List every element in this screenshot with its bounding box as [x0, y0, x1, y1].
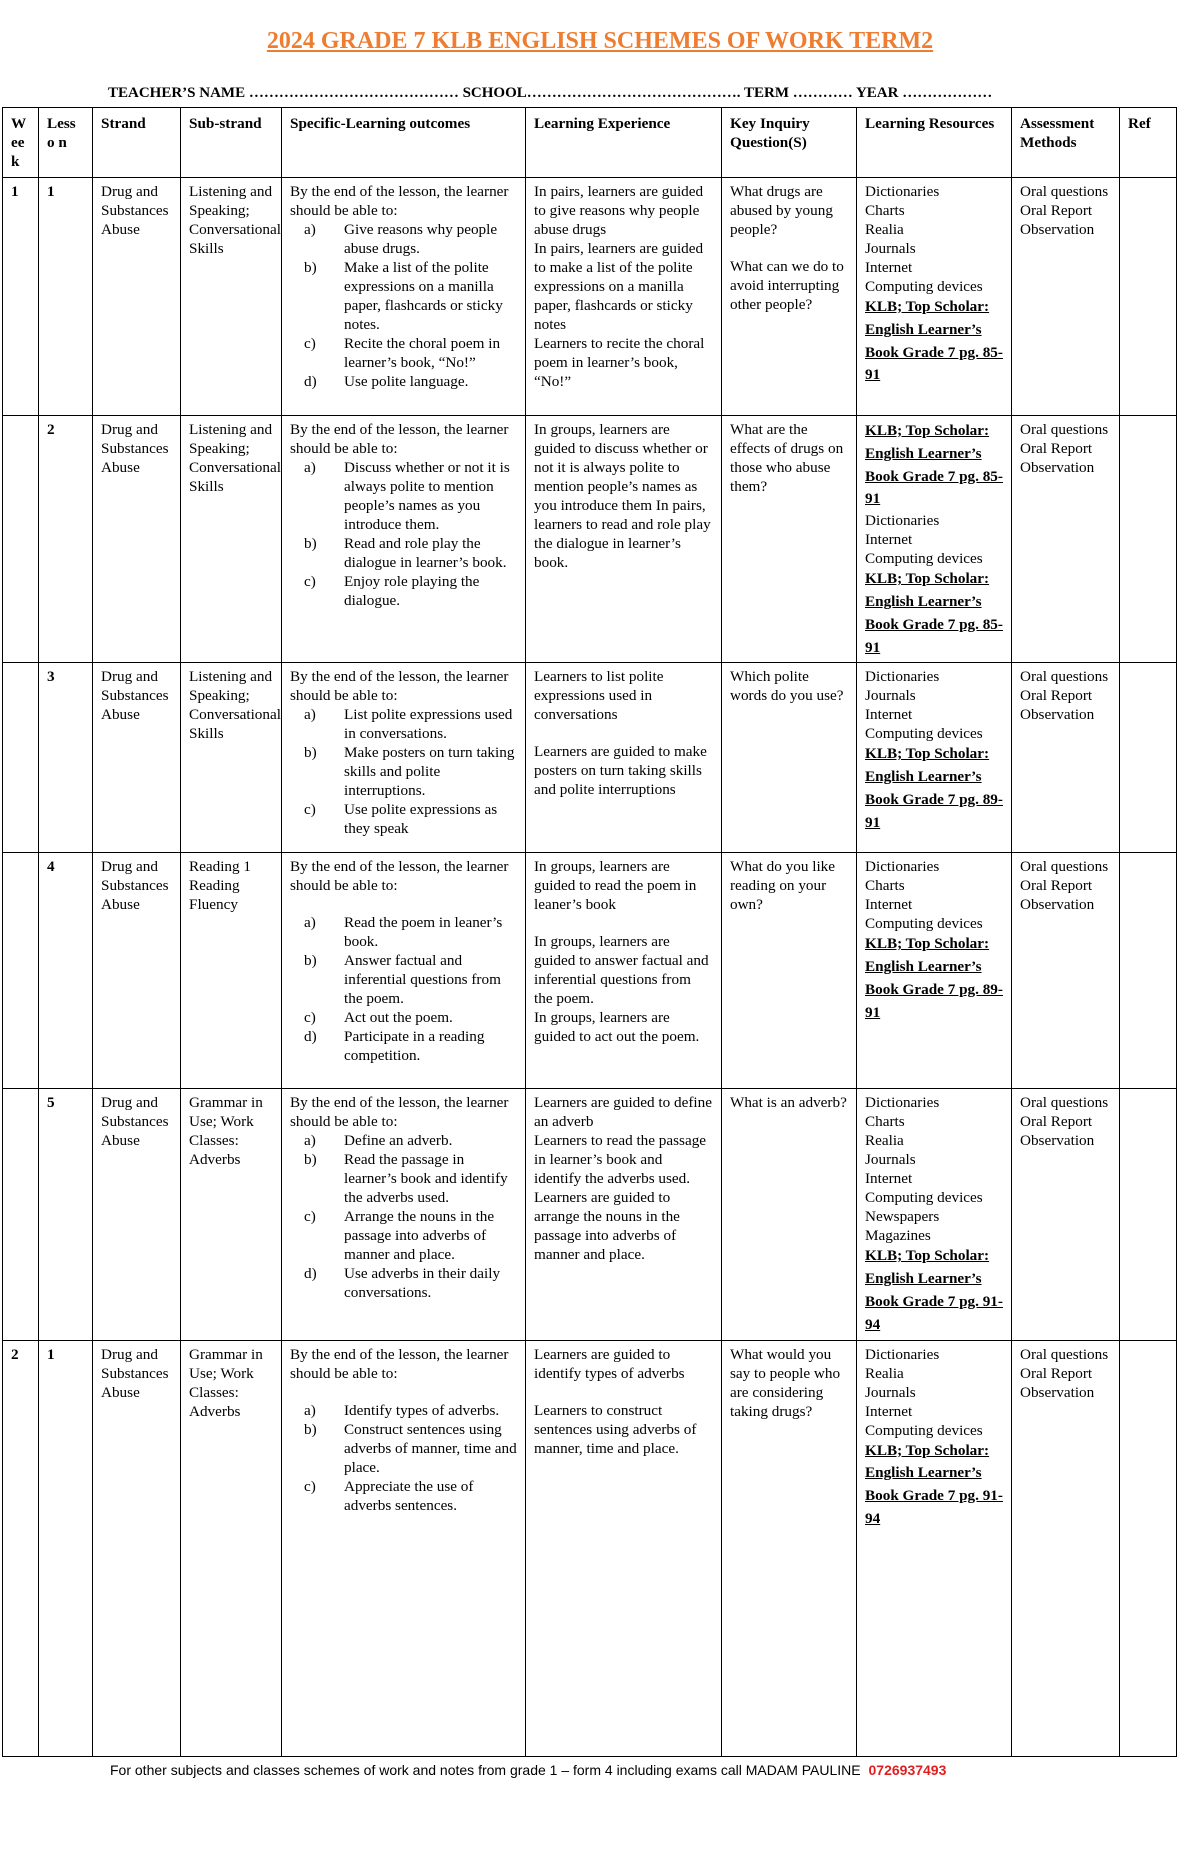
outcome-text: Make a list of the polite expressions on a manilla paper, flashcards or sticky notes.: [344, 259, 503, 333]
lesson-cell: 1: [39, 1340, 93, 1756]
outcome-item: [304, 705, 517, 743]
resource-item: Computing devices: [865, 725, 983, 743]
outcome-item: [304, 572, 517, 610]
assessment-item: Oral questions: [1020, 668, 1109, 686]
assessment-item: Oral questions: [1020, 1345, 1109, 1363]
outcomes-cell: [282, 663, 526, 853]
outcome-letter: a): [304, 459, 316, 476]
assessment-item: Oral Report: [1020, 440, 1093, 457]
resources-cell: [857, 178, 1012, 416]
experience-text: In groups, learners are guided to answer factual and inferential questions from the poem.: [534, 933, 709, 1008]
outcome-item: [304, 458, 517, 534]
ref-cell: [1120, 1089, 1177, 1340]
outcome-letter: a): [304, 1132, 316, 1150]
outcomes-cell: [282, 1089, 526, 1340]
outcome-item: [304, 800, 517, 838]
strand-cell: Drug and Substances Abuse: [93, 1340, 181, 1756]
experience-text: Learners are guided to make posters on turn taking skills and polite interruptions: [534, 743, 707, 799]
header-substrand: Sub-strand: [181, 108, 282, 178]
outcome-item: [304, 1131, 517, 1150]
outcome-item: [304, 1420, 517, 1477]
resource-item: Internet: [865, 896, 913, 914]
outcome-letter: a): [304, 221, 316, 238]
resource-item: Charts: [865, 877, 905, 895]
outcome-item: [304, 913, 517, 951]
resource-item: Dictionaries: [865, 1345, 940, 1363]
book-reference: KLB; Top Scholar: English Learner’s Book Grade 7 pg. 85-91: [865, 570, 1003, 656]
experience-text: In groups, learners are guided to discuss whether or not it is always polite to mention people’s names as you introduce them In pairs, learners to read and role play the dialogue in learner’s book.: [534, 421, 711, 571]
assessment-cell: [1012, 853, 1120, 1089]
book-reference: KLB; Top Scholar: English Learner’s Book Grade 7 pg. 85-91: [865, 298, 1003, 384]
experience-cell: [526, 1340, 722, 1756]
header-ref: Ref: [1120, 108, 1177, 178]
resources-cell: [857, 1340, 1012, 1756]
outcome-text: Use polite language.: [344, 373, 469, 390]
resource-item: Realia: [865, 221, 904, 238]
outcome-item: [304, 743, 517, 800]
book-reference: KLB; Top Scholar: English Learner’s Book Grade 7 pg. 85-91: [865, 422, 1003, 508]
outcome-item: [304, 372, 517, 391]
assessment-cell: [1012, 1089, 1120, 1340]
resource-item: Newspapers: [865, 1208, 940, 1226]
strand-cell: Drug and Substances Abuse: [93, 853, 181, 1089]
experience-text: Learners are guided to arrange the nouns in the passage into adverbs of manner and place.: [534, 1189, 680, 1264]
outcome-letter: a): [304, 914, 316, 932]
resource-item: Charts: [865, 202, 905, 219]
outcome-text: Arrange the nouns in the passage into adverbs of manner and place.: [344, 1208, 495, 1264]
resources-cell: [857, 416, 1012, 663]
book-reference: KLB; Top Scholar: English Learner’s Book Grade 7 pg. 91-94: [865, 1247, 1003, 1333]
resource-item: Charts: [865, 1113, 905, 1131]
resource-item: Internet: [865, 706, 913, 724]
ref-cell: [1120, 416, 1177, 663]
outcome-item: [304, 1401, 517, 1420]
substrand-cell: Listening and Speaking; Conversational Skills: [181, 178, 282, 416]
week-cell: [3, 663, 39, 853]
outcomes-intro: By the end of the lesson, the learner should be able to:: [290, 1345, 509, 1382]
kiq-cell: [722, 416, 857, 663]
outcome-letter: b): [304, 1151, 317, 1169]
assessment-item: Observation: [1020, 1383, 1095, 1401]
ref-cell: [1120, 178, 1177, 416]
assessment-cell: [1012, 178, 1120, 416]
week-cell: [3, 853, 39, 1089]
outcome-letter: b): [304, 744, 317, 762]
experience-text: Learners to read the passage in learner’s book and identify the adverbs used.: [534, 1132, 707, 1188]
assessment-item: Oral Report: [1020, 687, 1093, 705]
header-assessment: Assessment Methods: [1012, 108, 1120, 178]
table-row: [3, 853, 1177, 1089]
experience-text: In pairs, learners are guided to give reasons why people abuse drugs: [534, 183, 704, 238]
outcome-letter: b): [304, 952, 317, 970]
outcome-item: [304, 951, 517, 1008]
strand-cell: Drug and Substances Abuse: [93, 663, 181, 853]
document-title: 2024 GRADE 7 KLB ENGLISH SCHEMES OF WORK TERM2: [266, 28, 934, 54]
outcome-letter: c): [304, 1477, 316, 1495]
assessment-item: Observation: [1020, 459, 1095, 476]
resource-item: Magazines: [865, 1227, 931, 1245]
assessment-item: Oral Report: [1020, 1113, 1093, 1131]
header-week: W ee k: [3, 108, 39, 178]
substrand-cell: Grammar in Use; Work Classes: Adverbs: [181, 1089, 282, 1340]
experience-text: Learners are guided to identify types of adverbs: [534, 1345, 685, 1382]
strand-cell: Drug and Substances Abuse: [93, 178, 181, 416]
outcomes-cell: [282, 853, 526, 1089]
assessment-item: Oral Report: [1020, 202, 1093, 219]
outcome-text: List polite expressions used in conversations.: [344, 706, 513, 743]
resource-item: Dictionaries: [865, 858, 940, 876]
outcome-item: [304, 1027, 517, 1065]
outcome-text: Use adverbs in their daily conversations.: [344, 1265, 501, 1302]
resource-item: Computing devices: [865, 1421, 983, 1439]
outcome-text: Define an adverb.: [344, 1132, 453, 1150]
strand-cell: Drug and Substances Abuse: [93, 416, 181, 663]
lesson-cell: 2: [39, 416, 93, 663]
assessment-cell: [1012, 416, 1120, 663]
lesson-cell: 5: [39, 1089, 93, 1340]
lesson-cell: 3: [39, 663, 93, 853]
footer-text: For other subjects and classes schemes of work and notes from grade 1 – form 4 including exams call MADAM PAULINE: [110, 1762, 861, 1778]
week-cell: 1: [3, 178, 39, 416]
substrand-cell: Listening and Speaking; Conversational Skills: [181, 416, 282, 663]
kiq-cell: [722, 178, 857, 416]
experience-cell: [526, 1089, 722, 1340]
outcome-text: Read the poem in leaner’s book.: [344, 914, 503, 951]
experience-text: Learners to list polite expressions used in conversations: [534, 668, 664, 724]
resource-item: Internet: [865, 531, 913, 549]
kiq-cell: [722, 663, 857, 853]
assessment-item: Oral questions: [1020, 1094, 1109, 1112]
week-cell: [3, 1089, 39, 1340]
table-row: [3, 1340, 1177, 1756]
resource-item: Internet: [865, 1402, 913, 1420]
assessment-cell: [1012, 1340, 1120, 1756]
outcome-letter: d): [304, 1265, 317, 1283]
outcome-letter: b): [304, 535, 317, 552]
resource-item: Computing devices: [865, 1189, 983, 1207]
kiq-text: What would you say to people who are considering taking drugs?: [730, 1345, 841, 1420]
assessment-item: Observation: [1020, 706, 1095, 724]
assessment-item: Observation: [1020, 1132, 1095, 1150]
outcome-text: Discuss whether or not it is always polite to mention people’s names as you introduce them.: [344, 459, 510, 533]
assessment-item: Observation: [1020, 221, 1095, 238]
resource-item: Journals: [865, 1383, 916, 1401]
outcome-text: Act out the poem.: [344, 1009, 453, 1027]
outcome-item: [304, 258, 517, 334]
lesson-cell: 1: [39, 178, 93, 416]
outcome-letter: d): [304, 373, 317, 390]
kiq-text: What is an adverb?: [730, 1094, 847, 1112]
resources-cell: [857, 1089, 1012, 1340]
outcome-letter: c): [304, 1208, 316, 1226]
experience-text: In groups, learners are guided to read the poem in leaner’s book: [534, 858, 697, 914]
outcome-item: [304, 1264, 517, 1302]
table-row: [3, 1089, 1177, 1340]
lesson-cell: 4: [39, 853, 93, 1089]
ref-cell: [1120, 853, 1177, 1089]
outcomes-cell: [282, 1340, 526, 1756]
kiq-cell: [722, 853, 857, 1089]
table-header-row: [3, 108, 1177, 178]
outcome-letter: b): [304, 1420, 317, 1438]
assessment-item: Oral Report: [1020, 1364, 1093, 1382]
kiq-text: What are the effects of drugs on those who abuse them?: [730, 421, 844, 495]
resource-item: Dictionaries: [865, 183, 940, 200]
outcomes-intro: By the end of the lesson, the learner should be able to:: [290, 183, 509, 219]
outcomes-intro: By the end of the lesson, the learner should be able to:: [290, 1094, 509, 1131]
outcomes-intro: By the end of the lesson, the learner should be able to:: [290, 858, 509, 895]
resource-item: Internet: [865, 259, 913, 276]
kiq-text: Which polite words do you use?: [730, 668, 844, 705]
kiq-text: What drugs are abused by young people?: [730, 183, 833, 238]
header-strand: Strand: [93, 108, 181, 178]
outcome-text: Enjoy role playing the dialogue.: [344, 573, 480, 609]
outcome-text: Identify types of adverbs.: [344, 1401, 500, 1419]
resource-item: Dictionaries: [865, 512, 940, 530]
resource-item: Computing devices: [865, 278, 983, 295]
table-row: [3, 178, 1177, 416]
week-cell: [3, 416, 39, 663]
outcome-item: [304, 1008, 517, 1027]
outcome-letter: c): [304, 335, 316, 352]
experience-cell: [526, 416, 722, 663]
kiq-cell: [722, 1089, 857, 1340]
outcome-letter: c): [304, 1009, 316, 1027]
strand-cell: Drug and Substances Abuse: [93, 1089, 181, 1340]
outcome-text: Construct sentences using adverbs of manner, time and place.: [344, 1420, 517, 1476]
outcome-text: Appreciate the use of adverbs sentences.: [344, 1477, 474, 1514]
header-experience: Learning Experience: [526, 108, 722, 178]
outcome-letter: a): [304, 1401, 316, 1419]
week-cell: 2: [3, 1340, 39, 1756]
assessment-item: Oral Report: [1020, 877, 1093, 895]
teacher-info-line: TEACHER’S NAME …………………………………… SCHOOL……………………………………. TERM ………… YEAR ………………: [108, 85, 993, 101]
outcome-letter: d): [304, 1028, 317, 1046]
resource-item: Realia: [865, 1132, 904, 1150]
header-lesson: Less o n: [39, 108, 93, 178]
outcome-item: [304, 1477, 517, 1515]
resource-item: Journals: [865, 1151, 916, 1169]
outcomes-intro: By the end of the lesson, the learner should be able to:: [290, 421, 509, 457]
book-reference: KLB; Top Scholar: English Learner’s Book Grade 7 pg. 89-91: [865, 935, 1003, 1021]
resource-item: Journals: [865, 687, 916, 705]
table-row: [3, 416, 1177, 663]
outcome-item: [304, 534, 517, 572]
assessment-item: Oral questions: [1020, 858, 1109, 876]
outcome-letter: c): [304, 801, 316, 819]
experience-text: Learners to construct sentences using adverbs of manner, time and place.: [534, 1401, 697, 1457]
experience-text: Learners to recite the choral poem in learner’s book, “No!”: [534, 335, 705, 390]
resources-cell: [857, 853, 1012, 1089]
outcome-text: Recite the choral poem in learner’s book, “No!”: [344, 335, 501, 371]
experience-text: In groups, learners are guided to act out the poem.: [534, 1009, 700, 1046]
book-reference: KLB; Top Scholar: English Learner’s Book Grade 7 pg. 91-94: [865, 1441, 1003, 1527]
header-kiq: Key Inquiry Question(S): [722, 108, 857, 178]
outcome-text: Read the passage in learner’s book and identify the adverbs used.: [344, 1151, 508, 1207]
footer-phone: 0726937493: [868, 1762, 947, 1778]
ref-cell: [1120, 663, 1177, 853]
substrand-cell: Grammar in Use; Work Classes: Adverbs: [181, 1340, 282, 1756]
experience-text: Learners are guided to define an adverb: [534, 1094, 712, 1131]
scheme-table: [2, 107, 1177, 1757]
kiq-text: What can we do to avoid interrupting other people?: [730, 258, 844, 313]
table-row: [3, 663, 1177, 853]
resource-item: Computing devices: [865, 550, 983, 568]
header-outcomes: Specific-Learning outcomes: [282, 108, 526, 178]
experience-cell: [526, 663, 722, 853]
resource-item: Dictionaries: [865, 1094, 940, 1112]
assessment-item: Oral questions: [1020, 421, 1109, 438]
assessment-item: Oral questions: [1020, 183, 1109, 200]
outcome-item: [304, 1207, 517, 1264]
experience-cell: [526, 178, 722, 416]
outcome-text: Give reasons why people abuse drugs.: [344, 221, 498, 257]
outcome-text: Participate in a reading competition.: [344, 1028, 485, 1065]
header-resources: Learning Resources: [857, 108, 1012, 178]
book-reference: KLB; Top Scholar: English Learner’s Book Grade 7 pg. 89-91: [865, 745, 1003, 831]
outcomes-cell: [282, 416, 526, 663]
resources-cell: [857, 663, 1012, 853]
resource-item: Internet: [865, 1170, 913, 1188]
resource-item: Realia: [865, 1364, 904, 1382]
experience-cell: [526, 853, 722, 1089]
kiq-cell: [722, 1340, 857, 1756]
kiq-text: What do you like reading on your own?: [730, 858, 836, 914]
assessment-cell: [1012, 663, 1120, 853]
outcome-letter: a): [304, 706, 316, 724]
outcome-item: [304, 220, 517, 258]
substrand-cell: Reading 1 Reading Fluency: [181, 853, 282, 1089]
outcome-item: [304, 334, 517, 372]
resource-item: Dictionaries: [865, 668, 940, 686]
ref-cell: [1120, 1340, 1177, 1756]
outcome-text: Answer factual and inferential questions from the poem.: [344, 952, 501, 1008]
outcomes-cell: [282, 178, 526, 416]
outcome-text: Use polite expressions as they speak: [344, 801, 498, 838]
resource-item: Journals: [865, 240, 916, 257]
experience-text: In pairs, learners are guided to make a list of the polite expressions on a manilla paper, flashcards or sticky notes: [534, 240, 704, 333]
footer-note: [110, 1762, 946, 1778]
outcome-text: Read and role play the dialogue in learner’s book.: [344, 535, 507, 571]
outcome-letter: b): [304, 259, 317, 276]
resource-item: Computing devices: [865, 915, 983, 933]
assessment-item: Observation: [1020, 896, 1095, 914]
substrand-cell: Listening and Speaking; Conversational Skills: [181, 663, 282, 853]
outcome-text: Make posters on turn taking skills and polite interruptions.: [344, 744, 515, 800]
outcomes-intro: By the end of the lesson, the learner should be able to:: [290, 668, 509, 705]
outcome-item: [304, 1150, 517, 1207]
outcome-letter: c): [304, 573, 316, 590]
